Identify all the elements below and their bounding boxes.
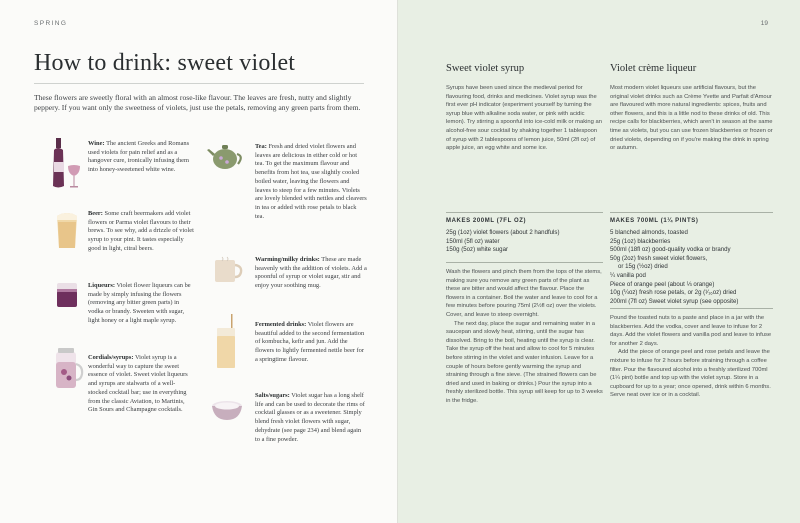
sugar-bowl-icon xyxy=(210,396,244,422)
item-text: Violet sugar has a long shelf life and can be used to decorate the rims of cocktail glasses or as a sweetener. Simply blend fresh violet flowers with sugar, dehydrate (see page 234) and blend again to a fine powder. xyxy=(255,392,365,443)
item-heading: Beer: xyxy=(88,210,103,217)
item-text: These are made heavenly with the addition of violets. Add a spoonful of syrup or violet sugar, stir and enjoy your soothing mug. xyxy=(255,256,367,290)
item-heading: Liqueurs: xyxy=(88,282,115,289)
item-text: Violet flowers are beautiful added to the second fermentation of kombucha, kefir and jun. Add the flowers to lightly fermented nettle beer for a springtime flavour. xyxy=(255,321,365,363)
item-heading: Warming/milky drinks: xyxy=(255,256,320,263)
method-step: The next day, place the sugar and remaining water in a saucepan and slowly heat, stirring, until the sugar has dissolved. Bring to the boil, heating until the syrup is clear. Take the syrup off the heat and allow to cool for 5 minutes before stirring in the violet and water infusion. Leave for a couple of hours before gently warming the syrup and straining through a fine sieve. (The strained flowers can be dried and used in baking or drinks.) Pour the syrup into a freshly sterilized bottle. This syrup will keep for up to 3 weeks in the fridge. xyxy=(446,320,603,404)
beer-glass-icon xyxy=(55,210,79,250)
list-item-salts xyxy=(255,392,367,444)
list-item-cordials xyxy=(88,354,194,415)
liqueur-glass-icon xyxy=(56,281,78,309)
list-item-warming xyxy=(255,256,367,291)
ingredient: ¼ vanilla pod xyxy=(610,271,646,279)
ingredient: 200ml (7fl oz) Sweet violet syrup (see opposite) xyxy=(610,297,739,305)
method-step: Add the piece of orange peel and rose petals and leave the mixture to infuse for 2 hours before straining through a coffee filter. Pour the flavoured alcohol into a freshly sterilized 700ml (1¼ pint) bottle and top up with the violet syrup. Store in a cupboard for up to a year; once opened, drink within 6 months. Serve neat over ice or in a cocktail. xyxy=(610,349,771,399)
teapot-icon xyxy=(207,142,245,170)
intro-paragraph: These flowers are sweetly floral with an almost rose-like flavour. The leaves are fresh, nutty and slightly peppery. If you want only the sweetness of violets, just use the petals, removing any green parts from them. xyxy=(34,93,361,112)
list-item-liqueurs xyxy=(88,282,194,326)
item-heading: Wine: xyxy=(88,140,105,147)
ingredient: 25g (1oz) violet flowers (about 2 handfuls) xyxy=(446,229,560,236)
list-item-tea xyxy=(255,143,367,221)
item-text: Fresh and dried violet flowers and leaves are delicious in either cold or hot tea. To get the maximum flavour and benefits from hot tea, use slightly cooled boiled water, leaving the flowers and leaves to steep for a few minutes. Violets are lovely blended with nettles and cleavers in tea or added with rose petals to black tea. xyxy=(255,143,367,220)
fermented-glass-icon xyxy=(215,314,241,370)
mug-icon xyxy=(213,256,243,284)
syrup-method xyxy=(446,268,603,406)
syrup-yield: MAKES 200ML (7FL OZ) xyxy=(446,218,527,224)
ingredient: 10g (¼oz) fresh rose petals, or 2g (¹⁄₁₆oz) dried xyxy=(610,289,737,297)
ingredient: Piece of orange peel (about ⅓ orange) xyxy=(610,280,715,288)
item-text: The ancient Greeks and Romans used violets for pain relief and as a hangover cure, ironically infusing them into honey-sweetened white wine. xyxy=(88,140,190,174)
liqueur-heading: Violet crème liqueur xyxy=(610,63,697,74)
liqueur-yield: MAKES 700ML (1¼ PINTS) xyxy=(610,218,699,224)
cordial-jar-icon xyxy=(52,348,84,392)
ingredient: or 15g (½oz) dried xyxy=(618,263,668,271)
left-page xyxy=(0,0,398,523)
item-heading: Cordials/syrups: xyxy=(88,354,134,361)
ingredient: 50g (2oz) fresh sweet violet flowers, xyxy=(610,254,708,262)
liqueur-divider xyxy=(610,212,773,213)
syrup-heading: Sweet violet syrup xyxy=(446,63,525,74)
syrup-ingredients xyxy=(446,229,559,255)
ingredient: 25g (1oz) blackberries xyxy=(610,237,671,245)
syrup-divider xyxy=(446,262,603,263)
liqueur-ingredients xyxy=(610,229,738,306)
page-title: How to drink: sweet violet xyxy=(34,50,296,76)
liqueur-intro-text: Most modern violet liqueurs use artificial flavours, but the original violet drinks such as Crème Yvette and Parfait d'Amour are flavoured with more natural ingredients: spices, fruits and other flowers, and this is a little nod to these drinks of old. This recipe calls for blackberries, which aren't in season at the same time as violets, but you can use frozen blackberries or frozen or dried violets, depending on if you're making the drink in spring or autumn. xyxy=(610,85,773,152)
item-heading: Fermented drinks: xyxy=(255,321,307,328)
syrup-intro xyxy=(446,84,603,153)
item-heading: Tea: xyxy=(255,143,267,150)
item-text: Violet syrup is a wonderful way to capture the sweet essence of violet. Sweet violet liqueurs and syrups are stalwarts of a well-stocked cocktail bar; use in everything from the classic Aviation, to Martinis, Gin Sours and Champagne cocktails. xyxy=(88,354,188,414)
method-step: Pound the toasted nuts to a paste and place in a jar with the blackberries. Add the vodka, cover and leave to infuse for 2 days. Add the violet flowers and vanilla pod and leave to infuse for another 2 days. xyxy=(610,315,772,347)
list-item-beer xyxy=(88,210,194,254)
liqueur-divider xyxy=(610,308,773,309)
item-text: Violet flower liqueurs can be made by simply infusing the flowers (removing any bitter green parts) in vodka or brandy. Sweeten with sugar, light honey or a light maple syrup. xyxy=(88,282,191,324)
list-item-wine xyxy=(88,140,194,175)
item-text: Some craft beermakers add violet flowers or Parma violet flavours to their brews. To see why, add a drizzle of violet syrup to your pint. It tastes especially good in light, citral beers. xyxy=(88,210,194,252)
ingredient: 150ml (5fl oz) water xyxy=(446,237,500,245)
running-head: SPRING xyxy=(34,20,68,27)
title-divider xyxy=(34,83,364,84)
item-heading: Salts/sugars: xyxy=(255,392,290,399)
ingredient: 5 blanched almonds, toasted xyxy=(610,229,688,236)
liqueur-intro xyxy=(610,84,773,153)
page-number: 19 xyxy=(760,20,768,27)
syrup-divider xyxy=(446,212,603,213)
method-step: Wash the flowers and pinch them from the tops of the stems, making sure you remove any green parts of the plant as these are bitter and would affect the flavour. Place the flowers in a container. Boil the water and leave to cool for a few minutes before pouring 75ml (2½fl oz) over the violets. Cover, and leave to steep overnight. xyxy=(446,269,602,318)
list-item-fermented xyxy=(255,321,367,365)
wine-bottle-glass-icon xyxy=(52,138,82,192)
right-page xyxy=(398,0,800,523)
syrup-intro-text: Syrups have been used since the medieval period for flavouring food, drinks and medicines. Violet syrup was the first ever pH indicator (experiment yourself by turning the syrup blue with alkaline soda water, or pink with acidic lemon). Try stirring a spoonful into ice-cold milk or making an alcohol-free sour cocktail by shaking together 1 tablespoon of syrup with 2 tablespoons of lemon juice, 50ml (2fl oz) of apple juice, an egg white and some ice. xyxy=(446,85,602,152)
ingredient: 150g (5oz) white sugar xyxy=(446,246,508,254)
ingredient: 500ml (18fl oz) good-quality vodka or brandy xyxy=(610,246,731,254)
liqueur-method xyxy=(610,314,773,400)
